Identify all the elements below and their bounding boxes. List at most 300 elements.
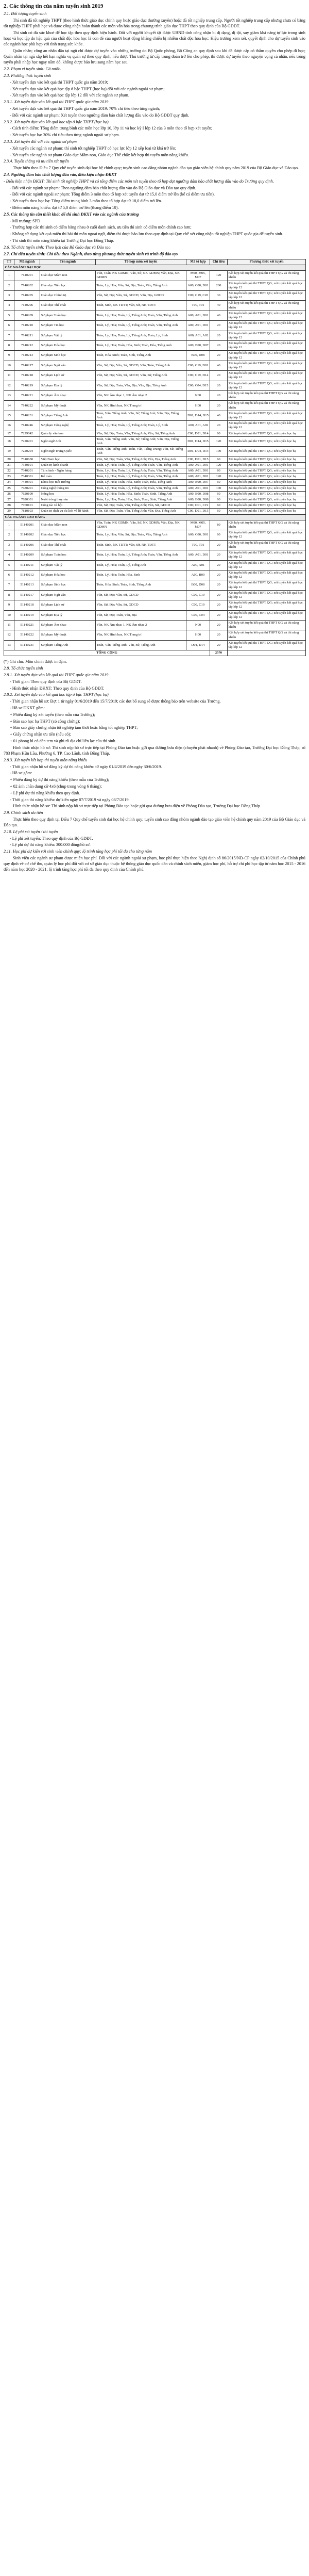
- after-para-paragraph: Hình thức nhận hồ sơ: Thí sinh nộp hồ sơ trực tiếp tại Phòng Đào tạo hoặc gửi qua đường bưu điện về Phòng Đào tạo, Trường Đại học Đồng Tháp.: [13, 804, 262, 809]
- cell-combo-code: A00, C00, D01: [186, 530, 210, 540]
- cell-method: Xét tuyển kết quả thi THPT QG; xét tuyển kết quả học tập lớp 12: [228, 550, 306, 560]
- after-para-paragraph: Hình thức nhận hồ sơ: Thí sinh nộp hồ sơ trực tiếp tại Phòng Đào tạo hoặc gửi qua đường bưu điện (chuyển phát nhanh) về Phòng Đào tạo, Trường Đại học Đồng Tháp, số 783 Phạm Hữu Lầu, Phường 6, TP. Cao Lãnh, tỉnh Đồng Tháp.: [4, 745, 305, 756]
- intro-para-paragraph: 2.3.1. Xét tuyển dựa vào kết quả thi THPT quốc gia năm 2019: [4, 100, 109, 105]
- table-row: [4, 351, 306, 361]
- cell-major-name: Sư phạm Vật lý: [40, 560, 96, 570]
- cell-major-name: Sư phạm Sinh học: [40, 351, 96, 361]
- cell-major-name: Nông học: [40, 491, 96, 497]
- cell-tt: 4: [4, 550, 14, 560]
- cell-subjects: Văn, Toán, NK GDMN; Văn, Sử, NK GDMN; Văn, Địa, NK GDMN: [96, 520, 186, 530]
- cell-subjects: Văn, Sử, Địa; Văn, Sử, GDCD: [96, 600, 186, 610]
- cell-quota: 60: [210, 530, 228, 540]
- cell-subjects: Toán, Lý, Hóa; Toán, Hóa, Sinh; Toán, Hóa, Tiếng Anh: [96, 480, 186, 485]
- cell-subjects: Toán, Lý, Hóa; Văn, Sử, Địa; Toán, Văn, Tiếng Anh: [96, 281, 186, 290]
- cell-combo-code: A00, A01, D01: [186, 550, 210, 560]
- table-row: [4, 436, 306, 446]
- table-row: [4, 331, 306, 340]
- intro-para-paragraph: 2.3. Phương thức tuyển sinh: [4, 73, 52, 78]
- intro-para-paragraph: - Mã trường: SPD: [10, 218, 41, 223]
- cell-subjects: Toán, Hóa, Sinh; Toán, Sinh, Tiếng Anh: [96, 351, 186, 361]
- cell-tt: 8: [4, 590, 14, 600]
- cell-method: Xét tuyển kết quả thi THPT QG; xét tuyển kết quả học tập lớp 12: [228, 530, 306, 540]
- cell-major-name: Khoa học môi trường: [40, 480, 96, 485]
- cell-combo-code: A00, C00, D01: [186, 281, 210, 290]
- table-row: [4, 456, 306, 462]
- cell-combo-code: T00, T01: [186, 540, 210, 550]
- cell-major-name: Sư phạm Toán học: [40, 311, 96, 320]
- table-row: [4, 630, 306, 640]
- cell-combo-code: T00, T01: [186, 301, 210, 311]
- after-para-paragraph: 2.8.3. Xét tuyển kết hợp thi tuyển môn năng khiếu: [4, 757, 88, 762]
- cell-tt: 16: [4, 421, 14, 431]
- cell-subjects: Văn, Toán, NK GDMN; Văn, Sử, NK GDMN; Văn, Địa, NK GDMN: [96, 271, 186, 281]
- section-title: 2. Các thông tin của năm tuyển sinh 2019: [4, 3, 104, 9]
- category-label: CÁC NGÀNH CAO ĐẲNG: [4, 514, 306, 520]
- cell-major-code: 51140211: [14, 560, 40, 570]
- table-row: [4, 381, 306, 390]
- cell-method: Xét tuyển kết quả thi THPT QG; xét tuyển kết quả học tập lớp 12: [228, 311, 306, 320]
- cell-major-name: Việt Nam học: [40, 456, 96, 462]
- cell-method: Kết hợp xét tuyển kết quả thi THPT QG và thi năng khiếu: [228, 520, 306, 530]
- table-row: [4, 468, 306, 474]
- after-para-paragraph: - Thời gian: Theo quy định của Bộ GDĐT.: [10, 679, 82, 684]
- intro-para-paragraph: 2.3.3. Xét tuyển đối với các ngành sư phạm: [4, 139, 77, 144]
- cell-combo-code: D01, D14, D15: [186, 436, 210, 446]
- cell-combo-code: C00, C19, D14: [186, 371, 210, 381]
- cell-method: Xét tuyển kết quả thi THPT QG; xét tuyển kết quả học tập lớp 12: [228, 421, 306, 431]
- cell-combo-code: A00, A01, A02: [186, 331, 210, 340]
- table-row: [4, 411, 306, 420]
- cell-major-name: Giáo dục Chính trị: [40, 290, 96, 300]
- cell-major-name: Sư phạm Tiếng Anh: [40, 640, 96, 650]
- cell-tt: 28: [4, 503, 14, 509]
- cell-method: Xét tuyển kết quả thi THPT QG; xét tuyển học bạ: [228, 509, 306, 514]
- cell-tt: 18: [4, 436, 14, 446]
- cell-major-code: 7810103: [14, 509, 40, 514]
- cell-method: Xét tuyển kết quả thi THPT QG; xét tuyển học bạ: [228, 491, 306, 497]
- cell-subjects: Toán, Lý, Hóa; Toán, Lý, Tiếng Anh; Toán, Văn, Tiếng Anh: [96, 311, 186, 320]
- table-row: [4, 462, 306, 468]
- cell-major-code: 7229042: [14, 431, 40, 436]
- cell-quota: 20: [210, 630, 228, 640]
- intro-para-paragraph: - Thí sinh thi môn năng khiếu tại Trường Đại học Đồng Tháp.: [10, 238, 114, 243]
- cell-major-name: Tài chính - Ngân hàng: [40, 468, 96, 474]
- cell-method: Xét tuyển kết quả thi THPT QG; xét tuyển kết quả học tập lớp 12: [228, 290, 306, 300]
- cell-major-code: 7140205: [14, 290, 40, 300]
- table-row: [4, 480, 306, 485]
- cell-method: Xét tuyển kết quả thi THPT QG; xét tuyển kết quả học tập lớp 12: [228, 381, 306, 390]
- cell-tt: 7: [4, 331, 14, 340]
- cell-combo-code: H00: [186, 630, 210, 640]
- cell-tt: 1: [4, 271, 14, 281]
- cell-quota: 20: [210, 560, 228, 570]
- cell-major-code: 51140231: [14, 640, 40, 650]
- after-para-paragraph: + 01 phong bì có dán tem và ghi rõ địa chỉ liên lạc của thí sinh.: [10, 738, 116, 743]
- cell-major-name: Sư phạm Công nghệ: [40, 421, 96, 431]
- cell-method: Kết hợp xét tuyển kết quả thi THPT QG và thi năng khiếu: [228, 620, 306, 630]
- table-row: [4, 271, 306, 281]
- table-row: [4, 590, 306, 600]
- cell-quota: 20: [210, 640, 228, 650]
- cell-combo-code: A00, A01, D01: [186, 462, 210, 468]
- after-para-paragraph: - Thời gian nhận hồ sơ: Đợt 1 từ ngày 01/6/2019 đến 15/7/2019; các đợt bổ sung sẽ được thông báo trên website của Trường.: [10, 699, 221, 704]
- cell-combo-code: A00, A01: [186, 560, 210, 570]
- cell-major-code: 7620301: [14, 497, 40, 503]
- cell-method: Xét tuyển kết quả thi THPT QG; xét tuyển kết quả học tập lớp 12: [228, 560, 306, 570]
- cell-quota: 20: [210, 421, 228, 431]
- table-row: [4, 497, 306, 503]
- intro-para-paragraph: 2.6. Tổ chức tuyển sinh: Theo lịch của Bộ Giáo dục và Đào tạo.: [4, 244, 112, 250]
- cell-subjects: Văn, Sử, Địa; Văn, Sử, GDCD: [96, 590, 186, 600]
- cell-major-code: 7140217: [14, 361, 40, 370]
- cell-major-code: 51140212: [14, 570, 40, 580]
- after-para-paragraph: Sinh viên các ngành sư phạm được miễn học phí. Đối với các ngành ngoài sư phạm, học phí thực hiện theo Nghị định số 86/2015/NĐ-CP ngày 02/10/2015 của Chính phủ quy định về cơ chế thu, quản lý học phí đối với cơ sở giáo dục thuộc hệ thống giáo dục quốc dân và chính sách miễn, giảm học phí, hỗ trợ chi phí học tập từ năm học 2015 - 2016 đến năm học 2020 - 2021; lộ trình tăng học phí tối đa theo quy định của Chính phủ.: [4, 856, 305, 872]
- cell-major-name: Sư phạm Địa lý: [40, 610, 96, 620]
- table-row: [4, 431, 306, 436]
- intro-para-paragraph: - Xét tuyển các ngành sư phạm Giáo dục Mầm non, Giáo dục Thể chất: kết hợp thi tuyển môn năng khiếu.: [10, 152, 190, 157]
- cell-combo-code: C00, C04, D15: [186, 381, 210, 390]
- cell-major-name: Sư phạm Âm nhạc: [40, 391, 96, 401]
- table-row: [4, 311, 306, 320]
- cell-tt: 13: [4, 640, 14, 650]
- cell-major-code: 7140231: [14, 411, 40, 420]
- cell-major-name: Sư phạm Mỹ thuật: [40, 401, 96, 411]
- cell-combo-code: A00, B00, D07: [186, 340, 210, 350]
- cell-subjects: Toán, Lý, Hóa; Toán, Lý, Tiếng Anh; Toán, Văn, Tiếng Anh: [96, 550, 186, 560]
- table-row: [4, 391, 306, 401]
- cell-combo-code: A00, B00, D07: [186, 480, 210, 485]
- cell-tt: 29: [4, 509, 14, 514]
- cell-method: Xét tuyển kết quả thi THPT QG; xét tuyển kết quả học tập lớp 12: [228, 331, 306, 340]
- cell-method: Kết hợp xét tuyển kết quả thi THPT QG và thi năng khiếu: [228, 630, 306, 640]
- cell-major-name: Giáo dục Mầm non: [40, 271, 96, 281]
- table-row: [4, 474, 306, 480]
- cell-method: Kết hợp xét tuyển kết quả thi THPT QG và thi năng khiếu: [228, 540, 306, 550]
- cell-method: Xét tuyển kết quả thi THPT QG; xét tuyển học bạ: [228, 436, 306, 446]
- cell-subjects: Văn, Sử, Địa; Văn, Sử, GDCD; Văn, Sử, Tiếng Anh: [96, 371, 186, 381]
- cell-subjects: Toán, Văn, Tiếng Anh; Văn, Sử, Tiếng Anh: [96, 640, 186, 650]
- cell-method: Xét tuyển kết quả thi THPT QG; xét tuyển học bạ: [228, 503, 306, 509]
- cell-quota: 20: [210, 590, 228, 600]
- cell-major-code: 7340301: [14, 474, 40, 480]
- table-row: [4, 640, 306, 650]
- cell-combo-code: M00, M05, M07: [186, 520, 210, 530]
- cell-tt: 6: [4, 570, 14, 580]
- cell-combo-code: A00, A01, D01: [186, 485, 210, 491]
- header-method: Phương thức xét tuyển: [228, 259, 306, 265]
- intro-para-paragraph: - Xét tuyển các ngành sư phạm: thí sinh tốt nghiệp THPT có học lực lớp 12 xếp loại từ khá trở lên;: [10, 145, 177, 151]
- intro-para-paragraph: - Xét tuyển dựa vào kết quả học tập lớp 12 đối với các ngành sư phạm.: [10, 93, 129, 98]
- cell-subjects: Văn, Sử, Địa; Toán, Văn, Tiếng Anh; Văn, Địa, Tiếng Anh: [96, 509, 186, 514]
- cell-major-code: 51140213: [14, 580, 40, 590]
- cell-major-code: 51140221: [14, 620, 40, 630]
- cell-major-code: 51140218: [14, 600, 40, 610]
- cell-method: Xét tuyển kết quả thi THPT QG; xét tuyển kết quả học tập lớp 12: [228, 640, 306, 650]
- cell-tt: 4: [4, 301, 14, 311]
- table-row: [4, 290, 306, 300]
- table-row: [4, 540, 306, 550]
- cell-major-name: Sư phạm Ngữ văn: [40, 361, 96, 370]
- cell-method: Kết hợp xét tuyển kết quả thi THPT QG và thi năng khiếu: [228, 301, 306, 311]
- cell-major-name: Ngôn ngữ Trung Quốc: [40, 447, 96, 456]
- cell-major-code: 7760101: [14, 503, 40, 509]
- cell-quota: 20: [210, 321, 228, 331]
- after-para-paragraph: 2.8.1. Xét tuyển dựa vào kết quả thi THPT quốc gia năm 2019: [4, 672, 109, 677]
- table-row: [4, 485, 306, 491]
- cell-subjects: Văn, NK Hình họa, NK Trang trí: [96, 401, 186, 411]
- cell-tt: 22: [4, 468, 14, 474]
- cell-combo-code: N00: [186, 620, 210, 630]
- cell-tt: 6: [4, 321, 14, 331]
- header-major-name: Tên ngành: [40, 259, 96, 265]
- cell-major-code: 7220204: [14, 447, 40, 456]
- header-tt: TT: [4, 259, 14, 265]
- cell-major-code: 7620109: [14, 491, 40, 497]
- cell-major-code: 7480201: [14, 485, 40, 491]
- after-para-paragraph: - Hồ sơ gồm:: [10, 771, 32, 776]
- cell-major-code: 7140210: [14, 321, 40, 331]
- cell-major-code: 7140222: [14, 401, 40, 411]
- cell-tt: 8: [4, 340, 14, 350]
- table-row: [4, 610, 306, 620]
- cell-quota: 80: [210, 468, 228, 474]
- cell-tt: 1: [4, 520, 14, 530]
- cell-tt: 20: [4, 456, 14, 462]
- cell-combo-code: B00, D08: [186, 351, 210, 361]
- after-para-paragraph: (*) Ghi chú: Môn chính được in đậm.: [4, 659, 67, 664]
- intro-para-paragraph: - Cách tính điểm: Tổng điểm trung bình các môn học lớp 10, lớp 11 và học kỳ I lớp 12 của 3 môn theo tổ hợp xét tuyển;: [10, 126, 213, 131]
- cell-tt: 10: [4, 610, 14, 620]
- cell-combo-code: A00, A01, D01: [186, 468, 210, 474]
- cell-combo-code: C00, D01, C19: [186, 503, 210, 509]
- cell-major-code: 51140222: [14, 630, 40, 640]
- intro-para-paragraph: 2.1. Đối tượng tuyển sinh: [4, 11, 47, 16]
- cell-major-code: 7140246: [14, 421, 40, 431]
- table-row: [4, 620, 306, 630]
- cell-major-code: 51140202: [14, 530, 40, 540]
- intro-para-paragraph: - Xét tuyển dựa vào kết quả thi THPT quốc gia năm 2019: 70% chỉ tiêu theo từng ngành;: [10, 106, 160, 111]
- table-row: [4, 509, 306, 514]
- cell-quota: 60: [210, 509, 228, 514]
- table-row: [4, 401, 306, 411]
- cell-tt: 2: [4, 530, 14, 540]
- cell-subjects: Toán, Sinh, NK TDTT; Văn, Sử, NK TDTT: [96, 301, 186, 311]
- cell-quota: 120: [210, 462, 228, 468]
- cell-quota: 120: [210, 271, 228, 281]
- cell-major-name: Sư phạm Âm nhạc: [40, 620, 96, 630]
- header-combo-code: Mã tổ hợp: [186, 259, 210, 265]
- cell-quota: 30: [210, 290, 228, 300]
- table-row: [4, 421, 306, 431]
- cell-quota: 60: [210, 491, 228, 497]
- cell-combo-code: C00, C19: [186, 590, 210, 600]
- cell-subjects: Toán, Lý, Hóa; Toán, Hóa, Sinh; Toán, Hóa, Tiếng Anh: [96, 340, 186, 350]
- intro-para-paragraph: 2.4. Ngưỡng đảm bảo chất lượng đầu vào, điều kiện nhận ĐKXT: [4, 172, 117, 177]
- cell-major-name: Quản lý văn hóa: [40, 431, 96, 436]
- after-para-paragraph: + Bản sao giấy chứng nhận tốt nghiệp tạm thời hoặc bằng tốt nghiệp THPT;: [10, 725, 138, 730]
- cell-major-name: Nuôi trồng thủy sản: [40, 497, 96, 503]
- cell-tt: 7: [4, 580, 14, 590]
- cell-subjects: Toán, Lý, Hóa; Toán, Lý, Tiếng Anh; Toán, Văn, Tiếng Anh: [96, 462, 186, 468]
- cell-combo-code: D01, D04, D14: [186, 447, 210, 456]
- cell-major-code: 7340101: [14, 462, 40, 468]
- cell-tt: 24: [4, 480, 14, 485]
- cell-major-name: Quản trị kinh doanh: [40, 462, 96, 468]
- cell-tt: 11: [4, 620, 14, 630]
- cell-method: Xét tuyển kết quả thi THPT QG; xét tuyển học bạ: [228, 468, 306, 474]
- cell-major-code: 7140219: [14, 381, 40, 390]
- after-para-paragraph: 2.11. Học phí dự kiến với sinh viên chính quy; lộ trình tăng học phí tối đa cho từng năm: [4, 849, 152, 854]
- after-table-section: [4, 659, 305, 872]
- cell-quota: 20: [210, 540, 228, 550]
- total-method-empty: [228, 650, 306, 656]
- cell-major-name: Sư phạm Lịch sử: [40, 600, 96, 610]
- cell-combo-code: D01, D14, D15: [186, 411, 210, 420]
- intro-para-paragraph: - Đối với các ngành sư phạm: Xét tuyển theo ngưỡng đảm bảo chất lượng đầu vào do Bộ GDĐT quy định.: [10, 112, 190, 118]
- intro-para-paragraph: - Trường hợp các thí sinh có điểm bằng nhau ở cuối danh sách, ưu tiên thí sinh có điểm môn chính cao hơn;: [10, 225, 192, 230]
- cell-combo-code: A00, A01, A02: [186, 421, 210, 431]
- cell-subjects: Toán, Sinh, NK TDTT; Văn, Sử, NK TDTT: [96, 540, 186, 550]
- table-header-row: [4, 259, 306, 265]
- table-row: [4, 520, 306, 530]
- cell-tt: 14: [4, 401, 14, 411]
- cell-subjects: Toán, Lý, Hóa; Toán, Hóa, Sinh; Toán, Sinh, Tiếng Anh: [96, 497, 186, 503]
- cell-major-name: Sư phạm Tiếng Anh: [40, 411, 96, 420]
- cell-major-code: 51140217: [14, 590, 40, 600]
- cell-major-code: 7140212: [14, 340, 40, 350]
- cell-subjects: Văn, Sử, Địa; Văn, Sử, GDCD; Văn, Địa, GDCD: [96, 290, 186, 300]
- cell-quota: 60: [210, 497, 228, 503]
- cell-major-code: 7440301: [14, 480, 40, 485]
- cell-method: Xét tuyển kết quả thi THPT QG; xét tuyển học bạ: [228, 447, 306, 456]
- cell-major-code: 7140206: [14, 301, 40, 311]
- cell-combo-code: A00, A01, D01: [186, 474, 210, 480]
- cell-subjects: Toán, Lý, Hóa; Toán, Hóa, Sinh: [96, 570, 186, 580]
- cell-tt: 9: [4, 600, 14, 610]
- after-para-paragraph: - Lệ phí xét tuyển: Theo quy định của Bộ GDĐT.: [10, 836, 93, 841]
- cell-major-code: 7140218: [14, 371, 40, 381]
- cell-method: Xét tuyển kết quả thi THPT QG; xét tuyển học bạ: [228, 462, 306, 468]
- cell-subjects: Toán, Lý, Hóa; Toán, Lý, Tiếng Anh; Toán, Lý, Sinh: [96, 331, 186, 340]
- cell-major-name: Giáo dục Mầm non: [40, 520, 96, 530]
- cell-tt: 21: [4, 462, 14, 468]
- table-row: [4, 321, 306, 331]
- intro-para-paragraph: - Xét tuyển theo học bạ: Tổng điểm trung bình 3 môn theo tổ hợp đạt từ 18,0 điểm trở lên.: [10, 199, 162, 204]
- table-row: [4, 491, 306, 497]
- cell-tt: 25: [4, 485, 14, 491]
- intro-para-paragraph: Thí sinh có đủ sức khoẻ để học tập theo quy định hiện hành. Đối với người khuyết tật được UBND tỉnh công nhận bị dị dạng, dị tật, suy giảm khả năng tự lực trong sinh hoạt và học tập do hậu quả của chất độc hóa học là con đẻ của người hoạt động kháng chiến bị nhiễm chất độc hóa học: Hiệu trưởng xem xét, quyết định cho dự tuyển sinh vào các ngành học phù hợp với tình trạng sức khỏe.: [4, 30, 305, 47]
- cell-major-name: Sư phạm Địa lý: [40, 381, 96, 390]
- cell-method: Kết hợp xét tuyển kết quả thi THPT QG và thi năng khiếu: [228, 271, 306, 281]
- table-row: [4, 550, 306, 560]
- cell-major-name: Sư phạm Sinh học: [40, 580, 96, 590]
- cell-tt: 3: [4, 540, 14, 550]
- table-total-row: [4, 650, 306, 656]
- cell-quota: 60: [210, 456, 228, 462]
- after-para-paragraph: + Lệ phí dự thi năng khiếu theo quy định.: [10, 790, 80, 795]
- intro-para-paragraph: 2.7. Chỉ tiêu tuyển sinh: Chỉ tiêu theo Ngành, theo từng phương thức tuyển sinh và trình độ đào tạo: [4, 251, 178, 256]
- header-major-code: Mã ngành: [14, 259, 40, 265]
- cell-method: Xét tuyển kết quả thi THPT QG; xét tuyển học bạ: [228, 456, 306, 462]
- cell-major-name: Công tác xã hội: [40, 503, 96, 509]
- cell-method: Kết hợp xét tuyển kết quả thi THPT QG và thi năng khiếu: [228, 401, 306, 411]
- cell-method: Xét tuyển kết quả thi THPT QG; xét tuyển kết quả học tập lớp 12: [228, 321, 306, 331]
- cell-major-name: Sư phạm Vật lý: [40, 331, 96, 340]
- after-para-paragraph: - Lệ phí dự thi năng khiếu: 300.000 đồng/hồ sơ.: [10, 842, 91, 847]
- cell-subjects: Văn, Sử, Địa; Toán, Văn, Địa; Văn, Địa, Tiếng Anh: [96, 381, 186, 390]
- cell-tt: 12: [4, 381, 14, 390]
- table-category-row: [4, 265, 306, 270]
- after-para-paragraph: + Phiếu đăng ký dự thi năng khiếu (theo mẫu của Trường);: [10, 777, 109, 782]
- after-para-paragraph: + Phiếu đăng ký xét tuyển (theo mẫu của Trường);: [10, 712, 95, 717]
- after-para-paragraph: - Hình thức nhận ĐKXT: Theo quy định của Bộ GDĐT.: [10, 686, 105, 691]
- cell-subjects: Văn, Sử, Địa; Văn, Sử, GDCD; Văn, Toán, Tiếng Anh: [96, 361, 186, 370]
- cell-combo-code: C00, C19, D01: [186, 361, 210, 370]
- cell-tt: 11: [4, 371, 14, 381]
- cell-subjects: Toán, Lý, Hóa; Văn, Sử, Địa; Toán, Văn, Tiếng Anh: [96, 530, 186, 540]
- cell-method: Xét tuyển kết quả thi THPT QG; xét tuyển kết quả học tập lớp 12: [228, 590, 306, 600]
- cell-method: Xét tuyển kết quả thi THPT QG; xét tuyển học bạ: [228, 485, 306, 491]
- intro-para-paragraph: - Đối với các ngành ngoài sư phạm: Tổng điểm 3 môn theo tổ hợp xét tuyển đạt từ 15,0 điểm trở lên (kể cả điểm ưu tiên).: [10, 192, 215, 197]
- cell-major-name: Sư phạm Hóa học: [40, 570, 96, 580]
- table-row: [4, 570, 306, 580]
- cell-quota: 120: [210, 436, 228, 446]
- cell-subjects: Văn, Sử, Địa; Toán, Văn, Địa: [96, 610, 186, 620]
- cell-method: Xét tuyển kết quả thi THPT QG; xét tuyển kết quả học tập lớp 12: [228, 371, 306, 381]
- cell-major-code: 7140213: [14, 351, 40, 361]
- cell-major-code: 7220201: [14, 436, 40, 446]
- cell-subjects: Văn, NK Âm nhạc 1, NK Âm nhạc 2: [96, 620, 186, 630]
- table-row: [4, 361, 306, 370]
- cell-major-code: 7140209: [14, 311, 40, 320]
- cell-combo-code: N00: [186, 391, 210, 401]
- intro-para-paragraph: Quân nhân; công an nhân dân tại ngũ chỉ được dự tuyển vào những trường do Bộ Quốc phòng, Bộ Công an quy định sau khi đã được cấp có thẩm quyền cho phép đi học; Quân nhân tại ngũ sắp hết hạn nghĩa vụ quân sự theo quy định, nếu được Thủ trưởng từ cấp trung đoàn trở lên cho phép, thì được dự tuyển theo nguyện vọng cá nhân, nếu trúng tuyển phải nhập học ngay năm đó, không được bảo lưu sang năm học sau.: [4, 48, 305, 65]
- cell-quota: 40: [210, 301, 228, 311]
- total-label: TỔNG CỘNG: [4, 650, 210, 656]
- after-para-paragraph: 2.9. Chính sách ưu tiên: [4, 810, 43, 816]
- cell-combo-code: C00, C19: [186, 600, 210, 610]
- intro-para-paragraph: 2.5. Các thông tin cần thiết khác để thí sinh ĐKXT vào các ngành của trường: [4, 211, 139, 217]
- cell-major-name: Ngôn ngữ Anh: [40, 436, 96, 446]
- cell-major-code: 51140219: [14, 610, 40, 620]
- cell-method: Xét tuyển kết quả thi THPT QG; xét tuyển học bạ: [228, 431, 306, 436]
- cell-tt: 23: [4, 474, 14, 480]
- cell-combo-code: H00: [186, 401, 210, 411]
- cell-quota: 20: [210, 331, 228, 340]
- cell-method: Kết hợp xét tuyển kết quả thi THPT QG và thi năng khiếu: [228, 391, 306, 401]
- cell-major-name: Quản trị dịch vụ du lịch và lữ hành: [40, 509, 96, 514]
- cell-method: Xét tuyển kết quả thi THPT QG; xét tuyển kết quả học tập lớp 12: [228, 600, 306, 610]
- cell-subjects: Toán, Lý, Hóa; Toán, Lý, Tiếng Anh; Toán, Văn, Tiếng Anh: [96, 474, 186, 480]
- cell-combo-code: A00, A01, D01: [186, 321, 210, 331]
- cell-major-code: 7310630: [14, 456, 40, 462]
- cell-quota: 20: [210, 570, 228, 580]
- cell-major-name: Sư phạm Ngữ văn: [40, 590, 96, 600]
- table-row: [4, 447, 306, 456]
- cell-quota: 20: [210, 391, 228, 401]
- table-row: [4, 560, 306, 570]
- cell-tt: 26: [4, 491, 14, 497]
- intro-para-paragraph: Thí sinh đã tốt nghiệp THPT (theo hình thức giáo dục chính quy hoặc giáo dục thường xuyên) hoặc đã tốt nghiệp trung cấp. Người tốt nghiệp trung cấp nhưng chưa có bằng tốt nghiệp THPT phải học và được công nhận hoàn thành các môn văn hóa trong chương trình giáo dục THPT theo quy định của Bộ GDĐT.: [4, 18, 305, 28]
- cell-subjects: Toán, Hóa, Sinh; Toán, Sinh, Tiếng Anh: [96, 580, 186, 590]
- cell-method: Xét tuyển kết quả thi THPT QG; xét tuyển kết quả học tập lớp 12: [228, 411, 306, 420]
- cell-tt: 12: [4, 630, 14, 640]
- intro-para-paragraph: - Điểm môn năng khiếu: đạt từ 5,0 điểm trở lên (thang điểm 10).: [10, 205, 119, 210]
- table-category-row: [4, 514, 306, 520]
- cell-major-code: 7140221: [14, 391, 40, 401]
- cell-major-name: Sư phạm Lịch sử: [40, 371, 96, 381]
- category-label: CÁC NGÀNH ĐẠI HỌC: [4, 265, 306, 270]
